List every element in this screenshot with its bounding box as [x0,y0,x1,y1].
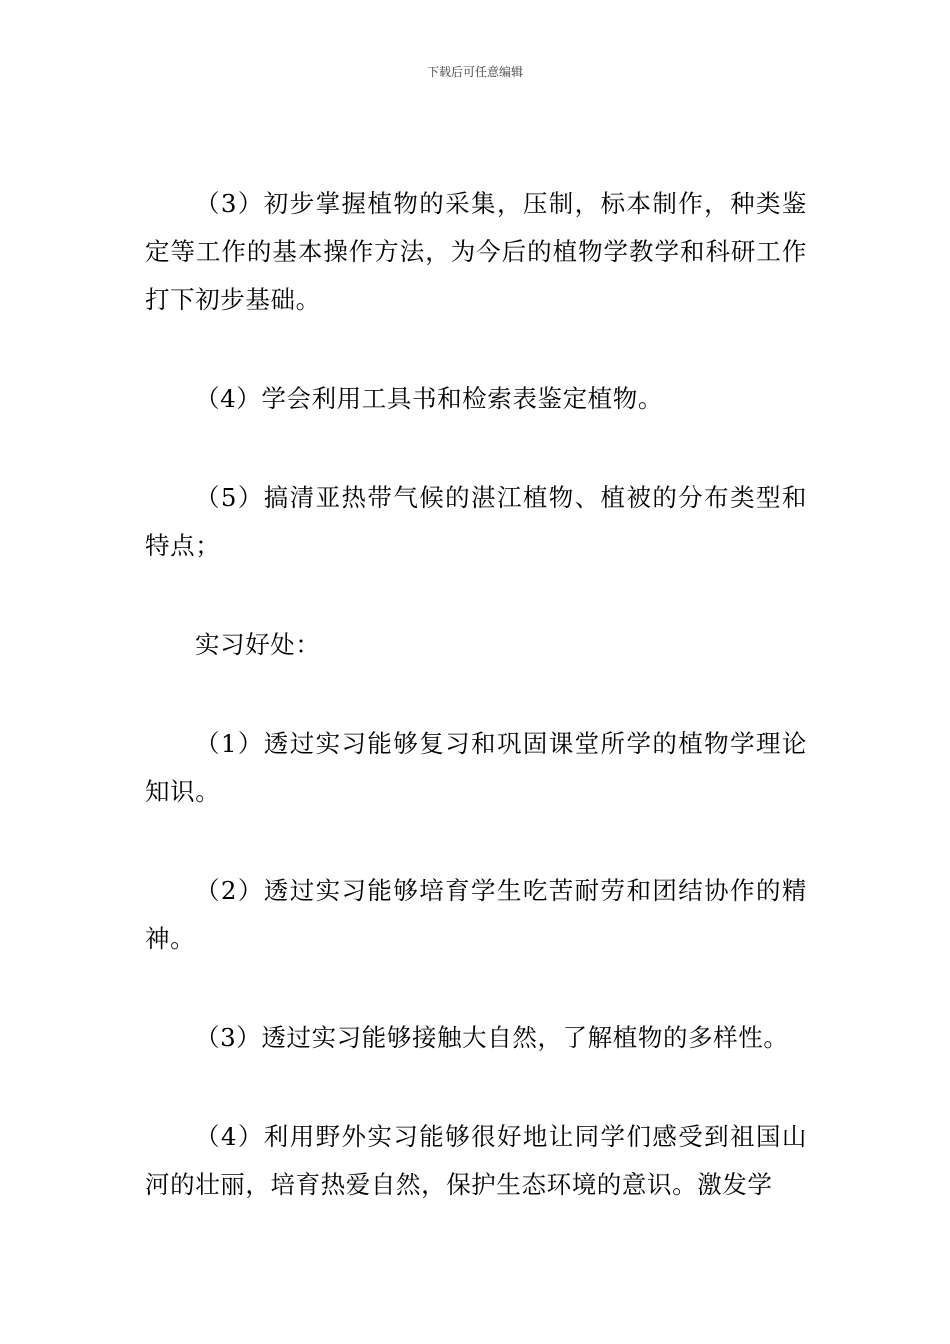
paragraph-benefit-3: （3）透过实习能够接触大自然，了解植物的多样性。 [195,1023,789,1052]
paragraph-benefit-2: （2）透过实习能够培育学生吃苦耐劳和团结协作的精神。 [145,876,807,953]
section-heading-benefits: 实习好处： [195,630,321,659]
paragraph-goal-5: （5）搞清亚热带气候的湛江植物、植被的分布类型和特点； [145,483,807,560]
document-body [145,180,807,1260]
paragraph-benefit-4: （4）利用野外实习能够很好地让同学们感受到祖国山河的壮丽，培育热爱自然，保护生态环境的意识。激发学 [145,1122,807,1199]
page-header: 下载后可任意编辑 [426,65,523,79]
paragraph-goal-4: （4）学会利用工具书和检索表鉴定植物。 [195,384,663,413]
paragraph-goal-3: （3）初步掌握植物的采集，压制，标本制作，种类鉴定等工作的基本操作方法，为今后的植物学教学和科研工作打下初步基础。 [145,189,807,314]
paragraph-benefit-1: （1）透过实习能够复习和巩固课堂所学的植物学理论知识。 [145,729,807,806]
